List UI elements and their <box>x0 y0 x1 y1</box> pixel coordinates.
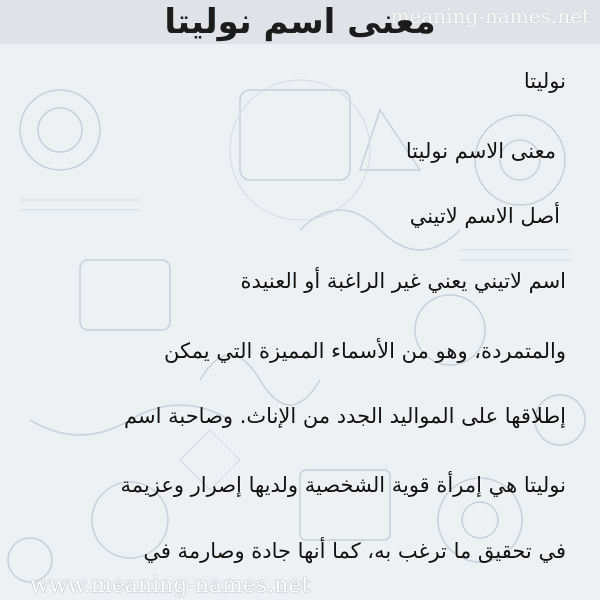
text-line-6: إطلاقها على المواليد الجدد من الإناث. وصاحبة اسم <box>124 404 566 428</box>
text-line-8: في تحقيق ما ترغب به، كما أنها جادة وصارمة في <box>143 539 566 563</box>
text-line-3: أصل الاسم لاتيني <box>409 204 560 228</box>
text-line-1: نوليتا <box>523 69 566 93</box>
bottom-watermark: www.meaning-names.net <box>30 573 311 598</box>
text-line-5: والمتمردة، وهو من الأسماء المميزة التي يمكن <box>164 339 566 363</box>
text-line-7: نوليتا هي إمرأة قوية الشخصية ولديها إصرار وعزيمة <box>120 473 566 497</box>
top-watermark: meaning-names.net <box>390 4 590 28</box>
page-title: معنى اسم نوليتا <box>164 2 436 42</box>
text-line-2: معنى الاسم نوليتا <box>405 139 556 163</box>
text-line-4: اسم لاتيني يعني غير الراغبة أو العنيدة <box>240 269 566 293</box>
